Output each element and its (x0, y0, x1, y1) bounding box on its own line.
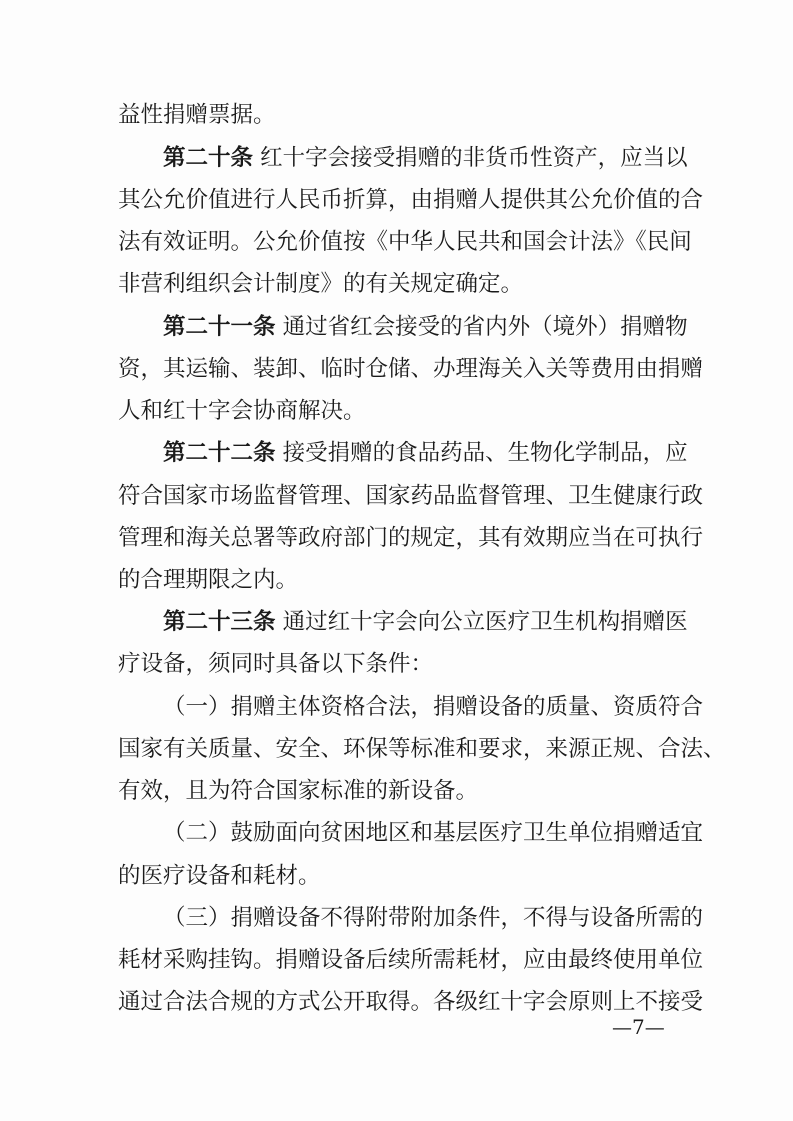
line-text: 国家有关质量、安全、环保等标准和要求，来源正规、合法、 (118, 736, 726, 762)
article-21-heading-line (163, 312, 688, 342)
line-text: 符合国家市场监督管理、国家药品监督管理、卫生健康行政 (118, 483, 704, 509)
page-number: —7— (612, 1015, 665, 1039)
article-number: 第二十一条 (163, 314, 276, 340)
article-20-heading-line (163, 143, 688, 173)
line-text: 法有效证明。公允价值按《中华人民共和国会计法》《民间 (118, 229, 692, 255)
line-text: 人和红十字会协商解决。 (118, 398, 366, 424)
text-line (118, 100, 678, 130)
line-text: 疗设备，须同时具备以下条件： (118, 651, 434, 677)
line-text: 接受捐赠的食品药品、生物化学制品，应 (275, 440, 688, 466)
line-text: 通过合法合规的方式公开取得。各级红十字会原则上不接受 (118, 989, 704, 1015)
article-22-heading-line (163, 438, 688, 468)
text-line (118, 945, 704, 975)
text-line (118, 396, 678, 426)
text-line (118, 734, 726, 764)
line-text: 资，其运输、装卸、临时仓储、办理海关入关等费用由捐赠 (118, 356, 704, 382)
line-text: 非营利组织会计制度》的有关规定确定。 (118, 271, 524, 297)
text-line (118, 776, 678, 806)
article-number: 第二十条 (163, 145, 254, 171)
text-line (118, 523, 704, 553)
text-line (118, 565, 678, 595)
article-number: 第二十二条 (163, 440, 276, 466)
clause-3-line (163, 903, 704, 933)
text-line (118, 481, 704, 511)
article-23-heading-line (163, 607, 688, 637)
line-text: 通过省红会接受的省内外（境外）捐赠物 (275, 314, 688, 340)
clause-1-line (163, 692, 704, 722)
text-line (118, 227, 692, 257)
text-line (118, 354, 704, 384)
line-text: 通过红十字会向公立医疗卫生机构捐赠医 (275, 609, 688, 635)
text-line (118, 185, 704, 215)
line-text: 管理和海关总署等政府部门的规定，其有效期应当在可执行 (118, 525, 704, 551)
text-line (118, 269, 678, 299)
clause-2-line (163, 818, 704, 848)
text-line (118, 987, 704, 1017)
line-text: （二）鼓励面向贫困地区和基层医疗卫生单位捐赠适宜 (163, 820, 704, 846)
line-text: 益性捐赠票据。 (118, 102, 276, 128)
line-text: （一）捐赠主体资格合法，捐赠设备的质量、资质符合 (163, 694, 704, 720)
article-number: 第二十三条 (163, 609, 276, 635)
line-text: （三）捐赠设备不得附带附加条件，不得与设备所需的 (163, 905, 704, 931)
line-text: 其公允价值进行人民币折算，由捐赠人提供其公允价值的合 (118, 187, 704, 213)
line-text: 耗材采购挂钩。捐赠设备后续所需耗材，应由最终使用单位 (118, 947, 704, 973)
line-text: 有效，且为符合国家标准的新设备。 (118, 778, 479, 804)
text-line (118, 861, 678, 891)
line-text: 红十字会接受捐赠的非货币性资产，应当以 (253, 145, 688, 171)
text-line (118, 649, 678, 679)
line-text: 的合理期限之内。 (118, 567, 299, 593)
line-text: 的医疗设备和耗材。 (118, 863, 321, 889)
